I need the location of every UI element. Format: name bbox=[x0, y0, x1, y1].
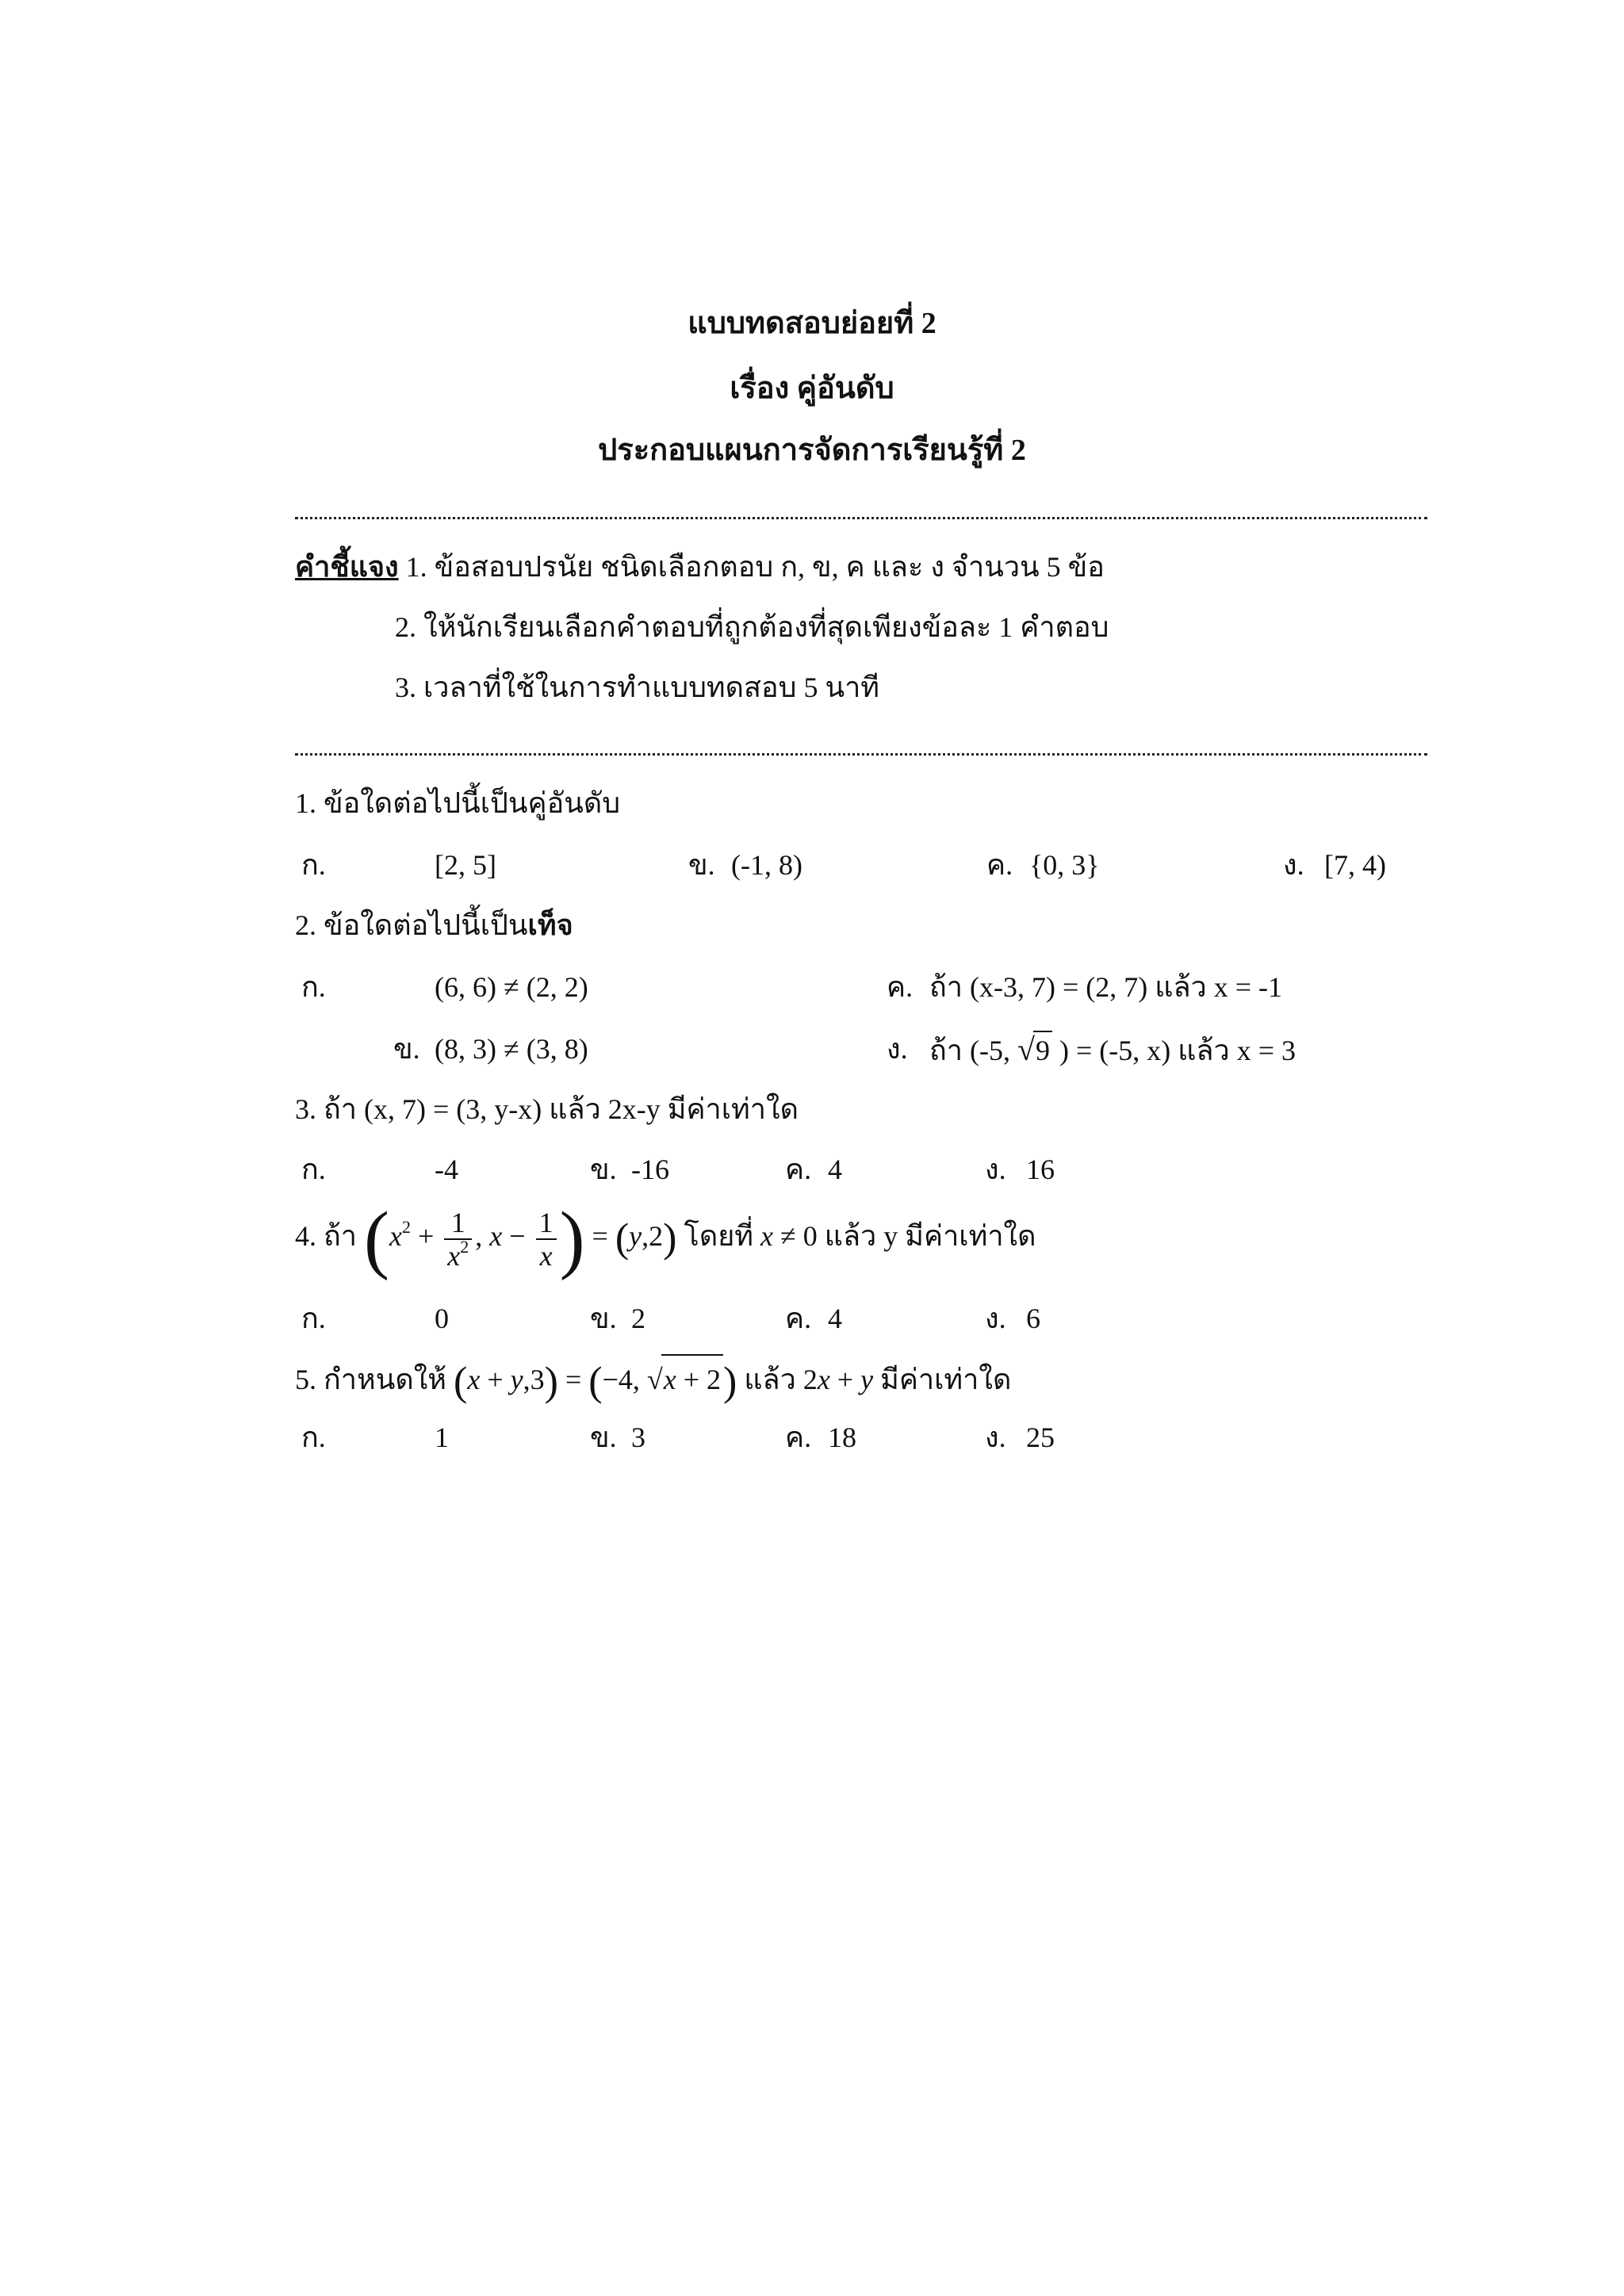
lesson-plan-title: ประกอบแผนการจัดการเรียนรู้ที่ 2 bbox=[598, 434, 1026, 467]
q2-choice-text: (8, 3) ≠ (3, 8) bbox=[435, 1033, 588, 1065]
q1-choice-label: ข. bbox=[688, 849, 715, 881]
q1-choice-label: ง. bbox=[1283, 849, 1304, 881]
q3-choice-text: -4 bbox=[435, 1154, 458, 1185]
instruction-line-1 bbox=[295, 549, 1105, 585]
square-root-expression bbox=[1017, 1031, 1052, 1067]
question-4-condition-word: โดยที่ bbox=[684, 1220, 754, 1252]
q3-choice-text: 4 bbox=[828, 1154, 842, 1185]
radicand: 9 bbox=[1033, 1031, 1052, 1069]
question-5-then-word: แล้ว bbox=[744, 1364, 796, 1395]
question-4-stem-text: 4. ถ้า bbox=[295, 1220, 358, 1252]
question-1-stem: 1. ข้อใดต่อไปนี้เป็นคู่อันดับ bbox=[295, 787, 621, 819]
question-4-stem bbox=[295, 1192, 1036, 1283]
q4-choice-text: 4 bbox=[828, 1303, 842, 1334]
q1-choice-text: (-1, 8) bbox=[731, 849, 802, 881]
question-2-emphasis: เท็จ bbox=[527, 909, 573, 941]
q2-choice-text-part: ) = (-5, x) แล้ว x = 3 bbox=[1059, 1035, 1296, 1066]
nonzero-condition: x ≠ 0 bbox=[760, 1220, 818, 1252]
instruction-item: 3. เวลาที่ใช้ในการทำแบบทดสอบ 5 นาที bbox=[395, 672, 880, 703]
q1-choice-text: [2, 5] bbox=[435, 849, 496, 881]
q1-choice-text: {0, 3} bbox=[1029, 849, 1100, 881]
dotted-divider-bottom bbox=[295, 753, 1427, 756]
question-5-stem-suffix: มีค่าเท่าใด bbox=[880, 1364, 1012, 1395]
ordered-pair-equation: ($x^2$ + $\frac{1}{x^2}$ , x − $\frac{1}{x}$ ) = (y,2) bbox=[364, 1196, 677, 1281]
q4-choice-text: 6 bbox=[1026, 1303, 1040, 1334]
q3-choice-label: ง. bbox=[985, 1154, 1006, 1185]
q3-choice-text: -16 bbox=[631, 1154, 669, 1185]
target-expression: 2x + y bbox=[802, 1364, 874, 1395]
question-3-stem: 3. ถ้า (x, 7) = (3, y-x) แล้ว 2x-y มีค่าเท่าใด bbox=[295, 1093, 799, 1125]
q1-choice-label: ค. bbox=[986, 849, 1013, 881]
q5-choice-text: 3 bbox=[631, 1422, 645, 1453]
instruction-item: 2. ให้นักเรียนเลือกคำตอบที่ถูกต้องที่สุดเพียงข้อละ 1 คำตอบ bbox=[395, 611, 1109, 643]
q2-choice-text: ถ้า (x-3, 7) = (2, 7) แล้ว x = -1 bbox=[929, 971, 1283, 1003]
question-5-stem bbox=[295, 1354, 1011, 1406]
q3-choice-label: ค. bbox=[785, 1154, 812, 1185]
dotted-divider-top bbox=[295, 517, 1427, 519]
q5-choice-label: ง. bbox=[985, 1422, 1006, 1453]
radical-sign-icon: √ bbox=[1017, 1031, 1035, 1067]
q3-choice-text: 16 bbox=[1026, 1154, 1055, 1185]
q4-choice-text: 0 bbox=[435, 1303, 449, 1334]
question-4-stem-suffix: แล้ว y มีค่าเท่าใด bbox=[824, 1220, 1036, 1252]
question-2-stem bbox=[295, 907, 573, 943]
q4-choice-text: 2 bbox=[631, 1303, 645, 1334]
q1-choice-label: ก. bbox=[301, 849, 326, 881]
q4-choice-label: ค. bbox=[785, 1303, 812, 1334]
q4-choice-label: ข. bbox=[590, 1303, 617, 1334]
q2-choice-label: ค. bbox=[887, 971, 914, 1003]
q2-choice-label: ก. bbox=[301, 971, 326, 1003]
q4-choice-label: ง. bbox=[985, 1303, 1006, 1334]
q5-choice-text: 25 bbox=[1026, 1422, 1055, 1453]
instructions-label: คำชี้แจง bbox=[295, 551, 399, 583]
q4-choice-label: ก. bbox=[301, 1303, 326, 1334]
q1-choice-text: [7, 4) bbox=[1324, 849, 1386, 881]
q2-choice-text: (6, 6) ≠ (2, 2) bbox=[435, 971, 588, 1003]
topic-title: เรื่อง คู่อันดับ bbox=[730, 372, 894, 405]
q5-choice-label: ก. bbox=[301, 1422, 326, 1453]
q5-choice-text: 1 bbox=[435, 1422, 449, 1453]
q3-choice-label: ข. bbox=[590, 1154, 617, 1185]
question-2-stem-text: 2. ข้อใดต่อไปนี้เป็น bbox=[295, 909, 528, 941]
radical-sign-icon: √ bbox=[646, 1364, 663, 1395]
instruction-item: 1. ข้อสอบปรนัย ชนิดเลือกตอบ ก, ข, ค และ ง จำนวน 5 ข้อ bbox=[405, 551, 1105, 583]
q5-choice-text: 18 bbox=[828, 1422, 856, 1453]
q5-choice-label: ค. bbox=[785, 1422, 812, 1453]
q5-choice-label: ข. bbox=[590, 1422, 617, 1453]
q2-choice-text bbox=[929, 1031, 1296, 1069]
question-5-stem-text: 5. กำหนดให้ bbox=[295, 1364, 447, 1395]
q2-choice-text-part: ถ้า (-5, bbox=[929, 1035, 1010, 1066]
quiz-title: แบบทดสอบย่อยที่ 2 bbox=[688, 307, 936, 340]
q2-choice-label: ง. bbox=[887, 1033, 908, 1065]
q3-choice-label: ก. bbox=[301, 1154, 326, 1185]
q2-choice-label: ข. bbox=[393, 1033, 420, 1065]
ordered-pair-equation: (x + y,3) = (−4, √x + 2) bbox=[454, 1364, 737, 1395]
